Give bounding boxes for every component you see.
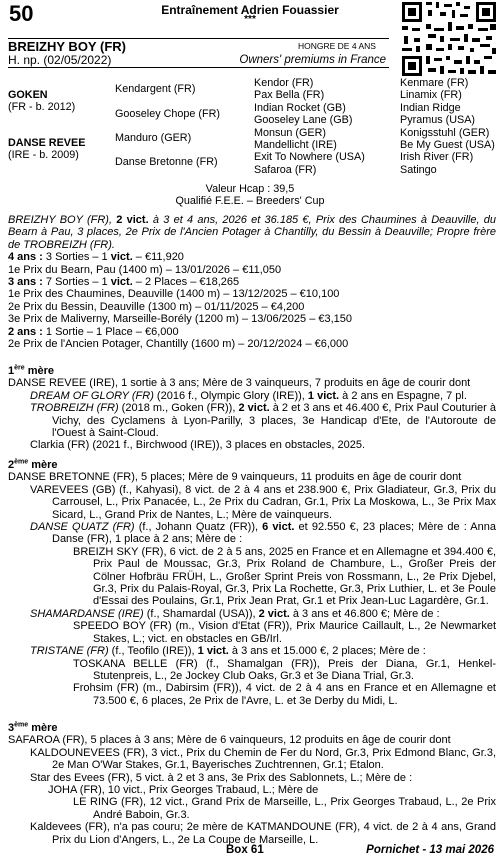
section-title: 1ère mère bbox=[8, 364, 54, 377]
record-2ans: 2 ans : 1 Sortie – 1 Place – €6,000 bbox=[8, 325, 179, 338]
produce-line: Star des Evees (FR), 5 vict. à 2 et 3 ans, 3e Prix des Sablonnets, L.; Mère de : bbox=[30, 771, 413, 784]
gen3-item: Pax Bella (FR) bbox=[254, 89, 325, 102]
produce-line: TRISTANE (FR) (f., Teofilo (IRE)), 1 vict. à 3 ans et 15.000 €, 2 places; Mère de : bbox=[30, 645, 426, 658]
race-record bbox=[8, 214, 496, 350]
rating-stars: *** bbox=[244, 14, 256, 25]
produce-line: DREAM OF GLORY (FR) (2016 f., Olympic Glory (IRE)), 1 vict. à 2 ans en Espagne, 7 pl. bbox=[30, 389, 467, 402]
produce-line: TOSKANA BELLE (FR) (f., Shamalgan (FR)), Preis der Diana, Gr.1, Henkel-Stutenpreis, L., 2e Jockey Club Oaks, Gr.3 et 3e Diana Trial, Gr.3. bbox=[73, 657, 496, 682]
horse-name: BREIZHY BOY (FR) bbox=[8, 39, 126, 54]
produce-line: SHAMARDANSE (IRE) (f., Shamardal (USA)), 2 vict. à 3 ans et 46.800 €; Mère de : bbox=[30, 607, 440, 620]
gen3-item: Gooseley Lane (GB) bbox=[254, 114, 353, 127]
horse-hnp: H. np. (02/05/2022) bbox=[8, 53, 112, 67]
section-title: 2ème mère bbox=[8, 458, 58, 471]
qualifie: Qualifié F.E.E. – Breeders' Cup bbox=[175, 195, 325, 208]
box-number: Box 61 bbox=[226, 844, 264, 856]
record-line: 1e Prix des Chaumines, Deauville (1400 m) – 13/12/2025 – €10,100 bbox=[8, 288, 340, 301]
gen4-item: Pyramus (USA) bbox=[400, 114, 475, 127]
owners-premiums: Owners' premiums in France bbox=[239, 54, 386, 66]
sale-place-date: Pornichet - 13 mai 2026 bbox=[366, 844, 494, 856]
gen4-item: Be My Guest (USA) bbox=[400, 139, 495, 151]
gen2-item: Gooseley Chope (FR) bbox=[115, 108, 221, 120]
gen2-item: Kendargent (FR) bbox=[115, 83, 196, 95]
gen4-item: Irish River (FR) bbox=[400, 151, 474, 164]
ratings-block bbox=[0, 183, 500, 208]
gen2-item: Danse Bretonne (FR) bbox=[115, 156, 218, 168]
gen4-item: Indian Ridge bbox=[400, 101, 461, 114]
sire-detail: (FR - b. 2012) bbox=[8, 101, 76, 113]
sex-age: HONGRE DE 4 ANS bbox=[298, 41, 376, 51]
record-line: 2e Prix de l'Ancien Potager, Chantilly (1600 m) – 20/12/2024 – €6,000 bbox=[8, 338, 349, 351]
gen4-item: Satingo bbox=[400, 163, 437, 176]
record-line: 3e Prix de Maliverny, Marseille-Borély (1200 m) – 13/06/2025 – €3,150 bbox=[8, 313, 353, 326]
gen4-item: Konigsstuhl (GER) bbox=[400, 126, 490, 139]
produce-line: Clarkia (FR) (2021 f., Birchwood (IRE)), 3 places en obstacles, 2025. bbox=[30, 439, 366, 452]
produce-line: Frohsim (FR) (m., Dabirsim (FR)), 4 vict. de 2 à 4 ans en France et en Allemagne et 73.500 €, 6 places, 2e Prix de l'Avre, L. et 3e Derby du Midi, L. bbox=[73, 682, 496, 707]
dam-line: DANSE REVEE (IRE), 1 sortie à 3 ans; Mère de 3 vainqueurs, 7 produits en âge de courir dont bbox=[8, 377, 471, 390]
dam-name: DANSE REVEE bbox=[8, 137, 86, 149]
section-title: 3ème mère bbox=[8, 721, 58, 734]
third-dam-section bbox=[8, 720, 496, 846]
produce-line: SPEEDO BOY (FR) (m., Vision d'Etat (FR)), Prix Maurice Caillault, L., 2e Newmarket Stakes, L.; vict. en obstacles en GB/Irl. bbox=[73, 620, 496, 645]
gen3-item: Indian Rocket (GB) bbox=[254, 101, 346, 114]
produce-line: KALDOUNEVEES (FR), 3 vict., Prix du Chemin de Fer du Nord, Gr.3, Prix Edmond Blanc, Gr.3, 2e Man O'War Stakes, Gr.1, Bayerisches Zuchtrennen, Gr.1; Etalon. bbox=[30, 746, 496, 772]
gen3-item: Mandellicht (IRE) bbox=[254, 139, 337, 151]
breeder-name: Entraînement Adrien Fouassier bbox=[161, 3, 339, 17]
first-dam-section bbox=[8, 363, 496, 452]
produce-line: BREIZH SKY (FR), 6 vict. de 2 à 5 ans, 2025 en France et en Allemagne et 394.400 €, Prix Paul de Moussac, Gr.3, Prix Roland de Chambure, L., Großer Preis der Cölner Hofbräu FRÜH, L., Großer Sprint Preis von Rossmann, L., 2e Prix Djebel, Gr.3, Prix du Palais-Royal, Gr.3, Prix La Rochette, Gr.3, Prix Luthier, L. et 3e Poule d'Essai des Poulains, Gr.1, Prix Jean Prat, Gr.1 et Prix Jean-Luc Lagardère, Gr.1. bbox=[73, 545, 496, 608]
produce-line: LE RING (FR), 12 vict., Grand Prix de Marseille, L., Prix Georges Trabaud, L., 2e Prix André Baboin, Gr.3. bbox=[73, 796, 496, 821]
produce-line: TROBREIZH (FR) (2018 m., Goken (FR)), 2 vict. à 2 et 3 ans et 46.400 €, Prix Paul Couturier à Vichy, des Cyclamens à Lyon-Parilly, 3 places, 3e Handicap d'Ete, de l'Autoroute de l'Ouest à Saint-Cloud. bbox=[30, 402, 497, 440]
gen3-item: Kendor (FR) bbox=[254, 77, 314, 89]
gen2-item: Manduro (GER) bbox=[115, 132, 192, 144]
record-summary: BREIZHY BOY (FR), 2 vict. à 3 et 4 ans, 2026 et 36.185 €, Prix des Chaumines à Deauville, du Bearn à Pau, 3 places, 2e Prix de l'Ancien Potager à Chantilly, du Bessin à Deauville; Propre frère de TROBREIZH (FR). bbox=[8, 214, 496, 251]
gen3-item: Monsun (GER) bbox=[254, 126, 326, 139]
record-line: 1e Prix du Bearn, Pau (1400 m) – 13/01/2026 – €11,050 bbox=[8, 263, 282, 276]
produce-line: VAREVEES (GB) (f., Kahyasi), 8 vict. de 2 à 4 ans et 238.900 €, Prix Gladiateur, Gr.3, Prix du Carrousel, L., Prix Panacée, L., 2e Prix du Cadran, Gr.1, Prix La Moskowa, L., 3e Prix Max Sicard, L., Grand Prix de Nantes, L.; Mère de vainqueurs. bbox=[30, 483, 496, 521]
dam-detail: (IRE - b. 2009) bbox=[8, 149, 79, 161]
gen4-item: Linamix (FR) bbox=[400, 89, 462, 102]
gen3-item: Safaroa (FR) bbox=[254, 163, 317, 176]
produce-line: JOHA (FR), 10 vict., Prix Georges Trabaud, L.; Mère de bbox=[48, 784, 319, 797]
record-3ans: 3 ans : 7 Sorties – 1 vict. – 2 Places – €18,265 bbox=[8, 276, 240, 289]
second-dam-section bbox=[8, 457, 496, 707]
sire-name: GOKEN bbox=[8, 89, 48, 101]
gen4-item: Kenmare (FR) bbox=[400, 77, 469, 89]
record-line: 2e Prix du Bessin, Deauville (1300 m) – 01/11/2025 – €4,200 bbox=[8, 300, 305, 313]
produce-line: Kaldevees (FR), n'a pas couru; 2e mère de KATMANDOUNE (FR), 4 vict. de 2 à 4 ans, Grand Prix du Lion d'Angers, L., 2e La Coupe de Marseille, L. bbox=[30, 821, 496, 846]
qr-code-icon bbox=[400, 0, 498, 78]
valeur-hcap: Valeur Hcap : 39,5 bbox=[205, 183, 295, 195]
gen3-item: Exit To Nowhere (USA) bbox=[254, 151, 365, 164]
record-4ans: 4 ans : 3 Sorties – 1 vict. – €11,920 bbox=[8, 251, 184, 264]
dam-line: DANSE BRETONNE (FR), 5 places; Mère de 9 vainqueurs, 11 produits en âge de courir dont bbox=[8, 471, 462, 484]
produce-line: DANSE QUATZ (FR) (f., Johann Quatz (FR)), 6 vict. et 92.550 €, 23 places; Mère de : Anna Danse (FR), 1 place à 2 ans; Mère de : bbox=[30, 521, 496, 546]
lot-number: 50 bbox=[9, 1, 34, 26]
dam-line: SAFAROA (FR), 5 places à 3 ans; Mère de 6 vainqueurs, 12 produits en âge de courir dont bbox=[8, 734, 451, 747]
